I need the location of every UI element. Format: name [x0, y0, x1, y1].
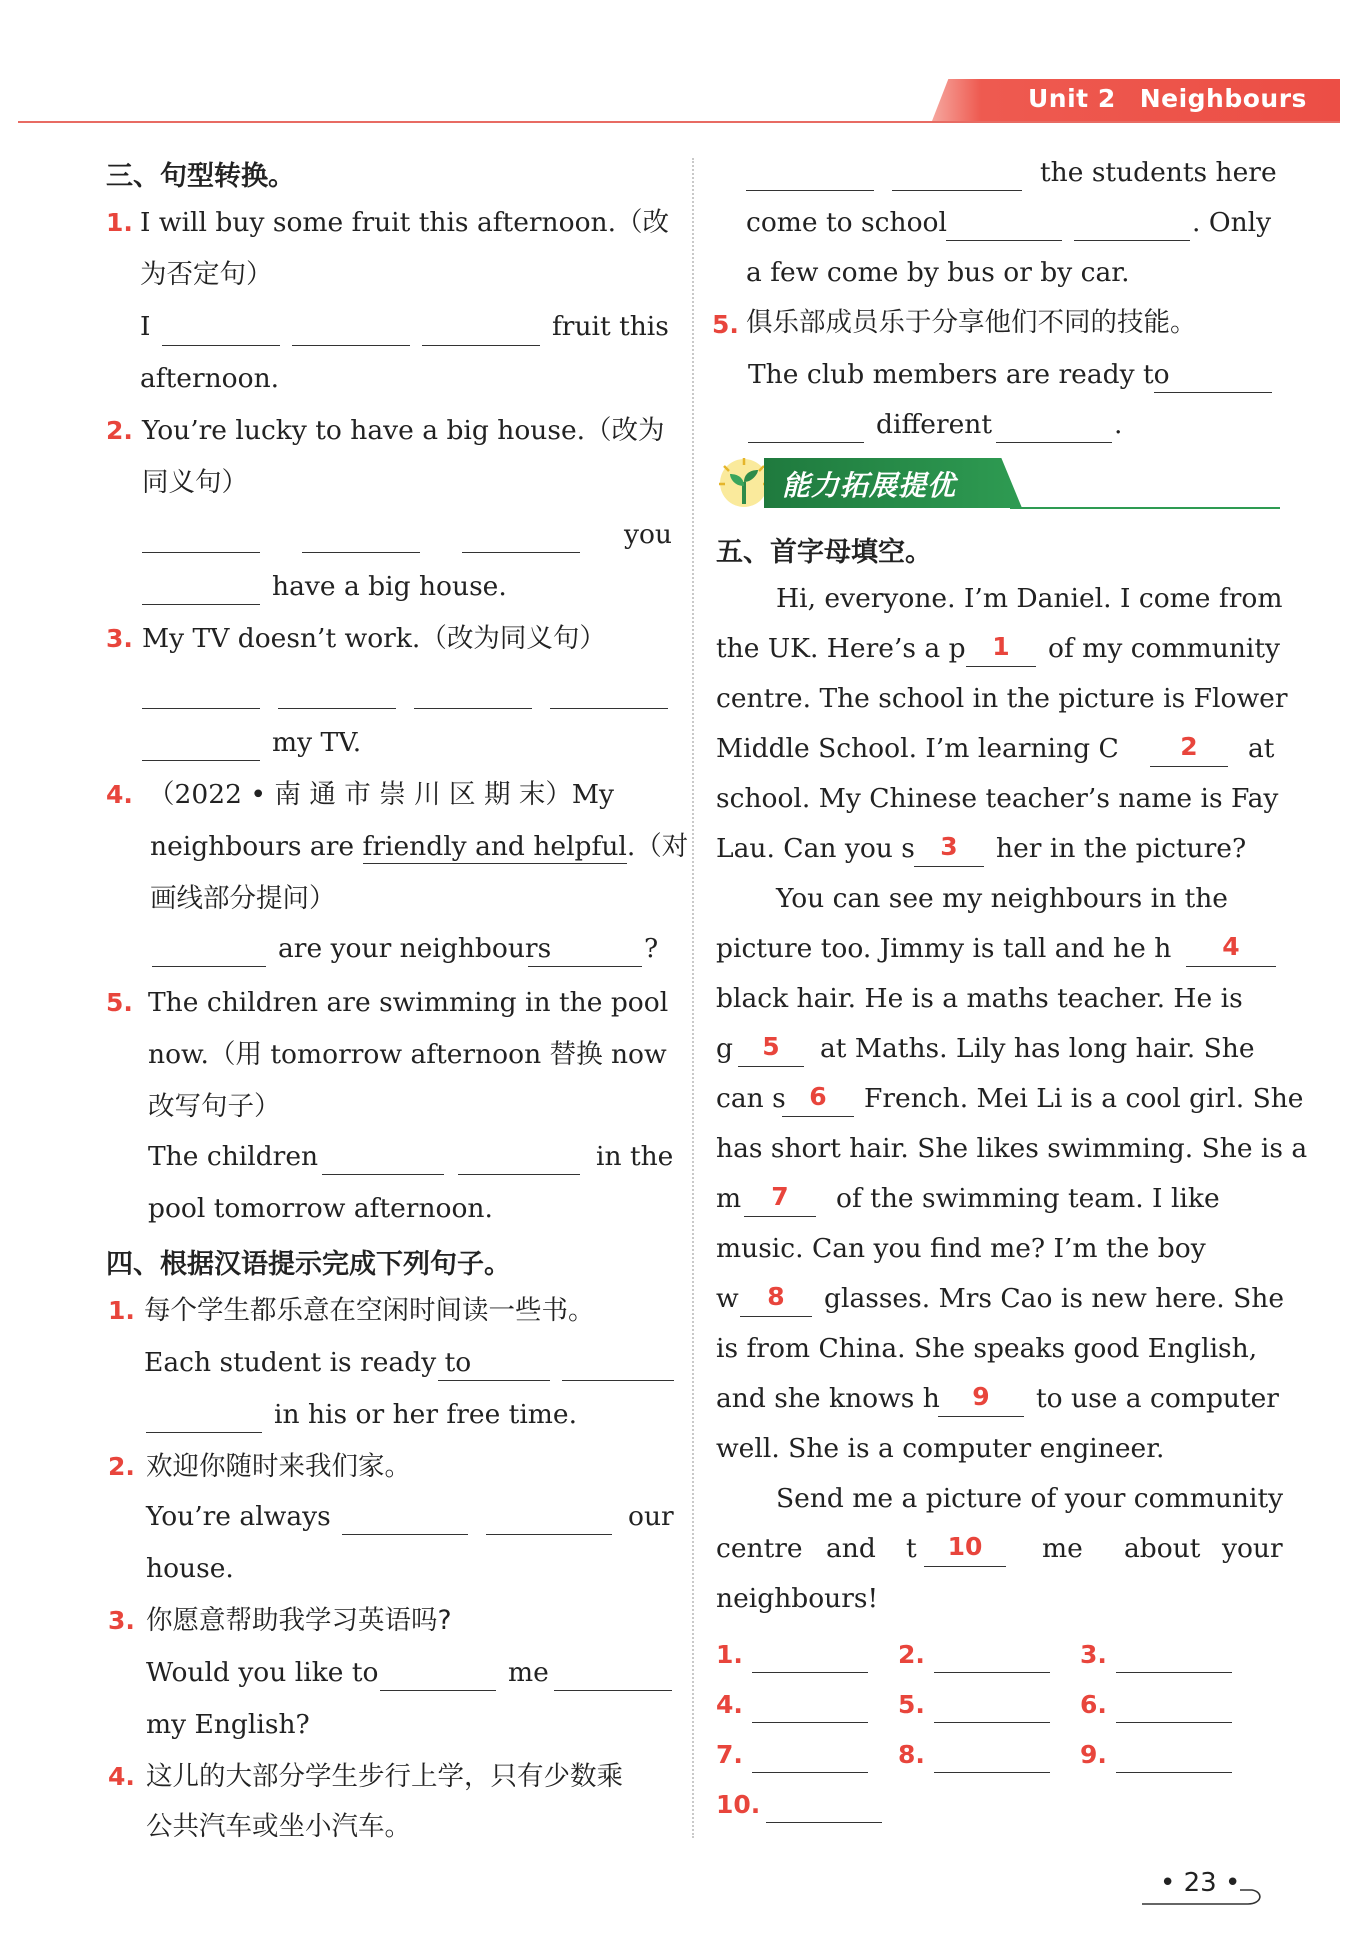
page-corner-curl-icon	[1140, 1878, 1270, 1908]
s1-chinese: 每个学生都乐意在空闲时间读一些书。	[144, 1295, 595, 1326]
answer-label: 6.	[1080, 1690, 1107, 1719]
question-number: 1.	[106, 208, 133, 237]
answer-line[interactable]	[766, 1822, 882, 1823]
q1-line4: afternoon.	[140, 363, 280, 394]
s4-line4-start: come to school	[746, 207, 947, 238]
answer-line[interactable]	[934, 1772, 1050, 1773]
question-number: 1.	[108, 1296, 135, 1325]
answer-blank[interactable]	[746, 190, 874, 191]
answer-blank[interactable]	[342, 1534, 468, 1535]
answer-blank[interactable]	[292, 345, 410, 346]
q4-line4: are your neighbours	[278, 933, 552, 964]
q2-line1: You’re lucky to have a big house.（改为	[142, 415, 665, 446]
passage-line: Send me a picture of your community	[776, 1483, 1284, 1514]
s4-chinese-2: 公共汽车或坐小汽车。	[146, 1811, 411, 1842]
answer-line[interactable]	[752, 1672, 868, 1673]
s5-chinese: 俱乐部成员乐于分享他们不同的技能。	[746, 307, 1197, 338]
answer-blank[interactable]	[946, 240, 1062, 241]
answer-blank[interactable]	[554, 1690, 672, 1691]
answer-label: 10.	[716, 1790, 761, 1819]
answer-blank[interactable]	[914, 866, 984, 867]
q4-line3: 画线部分提问）	[150, 883, 336, 914]
answer-blank[interactable]	[142, 760, 260, 761]
s5-line3-end: .	[1114, 409, 1123, 440]
q4-qmark: ?	[644, 933, 659, 964]
passage-line: centre. The school in the picture is Flower	[716, 683, 1288, 714]
q3-line3: my TV.	[272, 727, 362, 758]
s1-line3: in his or her free time.	[274, 1399, 578, 1430]
answer-blank[interactable]	[1150, 766, 1228, 767]
s3-line3: my English?	[146, 1709, 310, 1740]
answer-blank[interactable]	[458, 1174, 580, 1175]
answer-blank[interactable]	[142, 708, 260, 709]
s4-chinese-1: 这儿的大部分学生步行上学，只有少数乘	[146, 1761, 623, 1792]
s4-line3-end: the students here	[1040, 157, 1277, 188]
answer-blank[interactable]	[892, 190, 1022, 191]
answer-blank[interactable]	[302, 552, 420, 553]
answer-blank[interactable]	[146, 1432, 262, 1433]
q1-line3-end: fruit this	[552, 311, 669, 342]
answer-blank[interactable]	[278, 708, 396, 709]
answer-blank[interactable]	[142, 552, 260, 553]
passage-word: t	[906, 1533, 917, 1564]
answer-label: 5.	[898, 1690, 925, 1719]
answer-blank[interactable]	[142, 604, 260, 605]
passage-word: centre	[716, 1533, 803, 1564]
answer-label: 4.	[716, 1690, 743, 1719]
answer-blank[interactable]	[966, 666, 1036, 667]
column-divider	[692, 158, 694, 1838]
q5-line2: now.（用 tomorrow afternoon 替换 now	[148, 1039, 667, 1070]
question-number: 5.	[106, 988, 133, 1017]
section-4-title: 四、根据汉语提示完成下列句子。	[106, 1249, 511, 1280]
answer-blank[interactable]	[486, 1534, 612, 1535]
passage-line: w	[716, 1283, 739, 1314]
q5-line3: 改写句子）	[148, 1091, 281, 1122]
passage-line: glasses. Mrs Cao is new here. She	[824, 1283, 1285, 1314]
passage-line: Hi, everyone. I’m Daniel. I come from	[776, 583, 1283, 614]
passage-word: your	[1222, 1533, 1283, 1564]
passage-line: Lau. Can you s	[716, 833, 915, 864]
s3-line2-mid: me	[508, 1657, 549, 1688]
answer-label: 3.	[1080, 1640, 1107, 1669]
answer-blank[interactable]	[422, 345, 540, 346]
header-rule	[18, 121, 1340, 123]
answer-label: 8.	[898, 1740, 925, 1769]
answer-line[interactable]	[752, 1772, 868, 1773]
question-number: 4.	[106, 780, 133, 809]
passage-line: m	[716, 1183, 742, 1214]
q1-line1: I will buy some fruit this afternoon.（改	[140, 207, 670, 238]
s2-line2-start: You’re always	[146, 1501, 331, 1532]
passage-line: at	[1248, 733, 1275, 764]
answer-blank[interactable]	[996, 442, 1112, 443]
blank-number: 9	[972, 1382, 990, 1411]
sprout-icon	[716, 456, 772, 510]
passage-line: Middle School. I’m learning C	[716, 733, 1119, 764]
passage-line: and she knows h	[716, 1383, 940, 1414]
page-number: • 23 •	[1160, 1868, 1241, 1898]
passage-line: g	[716, 1033, 733, 1064]
blank-number: 10	[947, 1532, 983, 1561]
unit-title: Neighbours	[1139, 84, 1307, 113]
answer-line[interactable]	[1116, 1672, 1232, 1673]
blank-number: 3	[940, 832, 958, 861]
blank-number: 4	[1222, 932, 1240, 961]
passage-line: neighbours!	[716, 1583, 879, 1614]
answer-blank[interactable]	[322, 1174, 444, 1175]
question-number: 3.	[106, 624, 133, 653]
passage-line: French. Mei Li is a cool girl. She	[864, 1083, 1304, 1114]
s2-line2-end: our	[628, 1501, 674, 1532]
section-banner	[716, 458, 1024, 508]
answer-blank[interactable]	[414, 708, 532, 709]
answer-line[interactable]	[1116, 1772, 1232, 1773]
passage-line: school. My Chinese teacher’s name is Fay	[716, 783, 1279, 814]
s4-line4-end: . Only	[1192, 207, 1272, 238]
passage-line: is from China. She speaks good English,	[716, 1333, 1258, 1364]
passage-line: of the swimming team. I like	[836, 1183, 1220, 1214]
answer-blank[interactable]	[744, 1216, 816, 1217]
passage-word: me	[1042, 1533, 1083, 1564]
answer-label: 2.	[898, 1640, 925, 1669]
question-number: 3.	[108, 1606, 135, 1635]
answer-label: 1.	[716, 1640, 743, 1669]
passage-line: at Maths. Lily has long hair. She	[820, 1033, 1255, 1064]
answer-blank[interactable]	[924, 1566, 1006, 1567]
answer-line[interactable]	[934, 1722, 1050, 1723]
unit-label: Unit 2	[1028, 84, 1116, 113]
blank-number: 5	[762, 1032, 780, 1061]
q2-line2: 同义句）	[142, 467, 248, 498]
question-number: 2.	[108, 1452, 135, 1481]
answer-blank[interactable]	[938, 1416, 1024, 1417]
q2-line4: have a big house.	[272, 571, 507, 602]
answer-blank[interactable]	[738, 1066, 804, 1067]
answer-blank[interactable]	[152, 966, 266, 967]
q5-line1: The children are swimming in the pool	[148, 987, 669, 1018]
answer-blank[interactable]	[1074, 240, 1190, 241]
question-number: 4.	[108, 1762, 135, 1791]
banner-title: 能力拓展提优	[782, 469, 957, 502]
q5-line4-end: in the	[596, 1141, 674, 1172]
header-title	[1028, 84, 1331, 113]
section-5-title: 五、首字母填空。	[716, 537, 932, 568]
passage-line: of my community	[1048, 633, 1280, 664]
blank-number: 8	[767, 1282, 785, 1311]
q1-line3-start: I	[140, 311, 151, 342]
passage-line: can s	[716, 1083, 786, 1114]
blank-number: 1	[992, 632, 1010, 661]
question-number: 2.	[106, 416, 133, 445]
answer-blank[interactable]	[462, 552, 580, 553]
passage-line: her in the picture?	[996, 833, 1247, 864]
answer-blank[interactable]	[162, 345, 280, 346]
answer-blank[interactable]	[550, 708, 668, 709]
passage-line: music. Can you find me? I’m the boy	[716, 1233, 1206, 1264]
answer-line[interactable]	[1116, 1722, 1232, 1723]
s3-chinese: 你愿意帮助我学习英语吗?	[146, 1605, 452, 1636]
q4-note: .（对	[626, 831, 689, 862]
answer-blank[interactable]	[748, 442, 864, 443]
section-3-title: 三、句型转换。	[106, 161, 295, 192]
answer-blank[interactable]	[380, 1690, 496, 1691]
s2-chinese: 欢迎你随时来我们家。	[146, 1451, 411, 1482]
passage-line: You can see my neighbours in the	[776, 883, 1228, 914]
q5-line4-start: The children	[148, 1141, 319, 1172]
q3-line1: My TV doesn’t work.（改为同义句）	[142, 623, 606, 654]
answer-line[interactable]	[934, 1672, 1050, 1673]
passage-line: well. She is a computer engineer.	[716, 1433, 1165, 1464]
answer-blank[interactable]	[1154, 392, 1272, 393]
answer-blank[interactable]	[740, 1316, 812, 1317]
passage-line: black hair. He is a maths teacher. He is	[716, 983, 1243, 1014]
answer-blank[interactable]	[1186, 966, 1276, 967]
blank-number: 2	[1180, 732, 1198, 761]
passage-line: to use a computer	[1036, 1383, 1279, 1414]
q1-line2: 为否定句）	[140, 259, 273, 290]
q4-source: （2022 • 南 通 市 崇 川 区 期 末）My	[148, 779, 614, 810]
s5-line3-mid: different	[876, 409, 993, 440]
q4-text: neighbours are	[150, 831, 355, 862]
passage-line: has short hair. She likes swimming. She is a	[716, 1133, 1308, 1164]
s5-line2: The club members are ready to	[748, 359, 1170, 390]
answer-line[interactable]	[752, 1722, 868, 1723]
s1-line2: Each student is ready to	[144, 1347, 472, 1378]
passage-word: about	[1124, 1533, 1201, 1564]
blank-number: 6	[809, 1082, 827, 1111]
s2-line3: house.	[146, 1553, 234, 1584]
blank-number: 7	[771, 1182, 789, 1211]
passage-line: the UK. Here’s a p	[716, 633, 966, 664]
passage-word: and	[826, 1533, 876, 1564]
question-number: 5.	[712, 310, 739, 339]
answer-blank[interactable]	[562, 1380, 674, 1381]
s4-line5: a few come by bus or by car.	[746, 257, 1130, 288]
answer-blank[interactable]	[782, 1116, 854, 1117]
answer-blank[interactable]	[438, 1380, 550, 1381]
banner-rule	[1010, 507, 1280, 509]
q4-line2	[150, 830, 688, 864]
underlined-phrase: friendly and helpful	[362, 831, 627, 862]
s3-line2-start: Would you like to	[146, 1657, 379, 1688]
q2-line3-end: you	[624, 519, 672, 550]
answer-label: 9.	[1080, 1740, 1107, 1769]
q5-line5: pool tomorrow afternoon.	[148, 1193, 493, 1224]
passage-line: picture too. Jimmy is tall and he h	[716, 933, 1172, 964]
answer-label: 7.	[716, 1740, 743, 1769]
answer-blank[interactable]	[528, 966, 642, 967]
